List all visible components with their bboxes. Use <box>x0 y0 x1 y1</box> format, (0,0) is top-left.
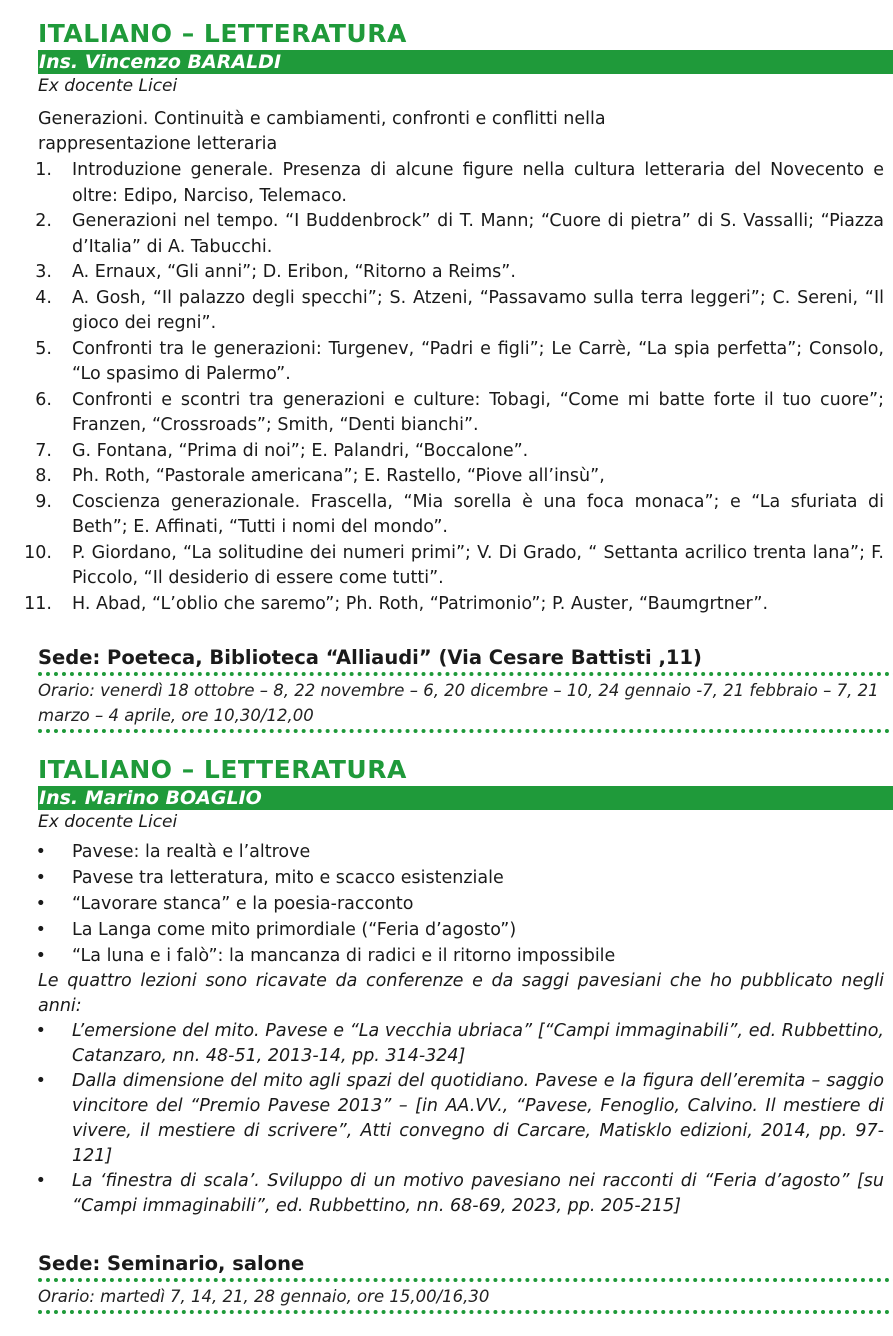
item-text: Confronti tra le generazioni: Turgenev, “Padri e figli”; Le Carrè, “La spia perfetta”; Consolo, “Lo spasimo di Palermo”. <box>72 338 884 384</box>
item-number: 6. <box>35 389 52 410</box>
bullet: • <box>35 842 46 862</box>
venue-label: Sede: Seminario, salone <box>38 1252 305 1275</box>
list-item <box>0 839 884 865</box>
course-section-1 <box>24 19 884 617</box>
list-item <box>0 1019 884 1069</box>
item-text: P. Giordano, “La solitudine dei numeri primi”; V. Di Grado, “ Settanta acrilico trenta lana”; F. Piccolo, “Il desiderio di essere come tutti”. <box>72 542 884 588</box>
list-item <box>0 209 884 260</box>
item-text: A. Ernaux, “Gli anni”; D. Eribon, “Ritorno a Reims”. <box>72 262 516 282</box>
item-number: 9. <box>35 491 52 512</box>
bullet: • <box>35 1021 46 1041</box>
item-number: 2. <box>35 211 52 231</box>
bullet: • <box>35 868 46 888</box>
item-text: Pavese: la realtà e l’altrove <box>72 842 311 862</box>
item-text: La ‘finestra di scala’. Sviluppo di un motivo pavesiano nei racconti di “Feria d’agosto” [su “Campi immaginabili”, ed. Rubbettino, nn. 68-69, 2023, pp. 205-215] <box>72 1171 884 1216</box>
list-item <box>0 891 884 917</box>
item-text: La Langa come mito primordiale (“Feria d’agosto”) <box>72 920 517 940</box>
course-intro: Generazioni. Continuità e cambiamenti, confronti e conflitti nella rappresentazione letteraria <box>38 109 606 154</box>
list-item <box>0 260 884 286</box>
bullet: • <box>35 920 46 940</box>
topic-list <box>0 839 884 969</box>
lessons-note: Le quattro lezioni sono ricavate da conferenze e da saggi pavesiani che ho pubblicato negli anni: <box>38 971 884 1016</box>
dotted-divider <box>38 1310 893 1314</box>
item-text: “La luna e i falò”: la mancanza di radici e il ritorno impossibile <box>72 946 616 966</box>
dotted-divider <box>38 729 893 733</box>
schedule-text: Orario: martedì 7, 14, 21, 28 gennaio, ore 15,00/16,30 <box>38 1287 490 1306</box>
list-item <box>0 464 884 490</box>
teacher-name: Ins. Vincenzo BARALDI <box>39 51 282 73</box>
list-item <box>0 337 884 388</box>
item-text: L’emersione del mito. Pavese e “La vecchia ubriaca” [“Campi immaginabili”, ed. Rubbettino, Catanzaro, nn. 48-51, 2013-14, pp. 314-324] <box>72 1021 884 1066</box>
list-item <box>0 490 884 541</box>
list-item <box>0 541 884 592</box>
item-text: G. Fontana, “Prima di noi”; E. Palandri, “Boccalone”. <box>72 440 529 461</box>
references-list <box>0 1019 884 1219</box>
list-item <box>0 158 884 209</box>
teacher-name: Ins. Marino BOAGLIO <box>39 787 262 809</box>
teacher-bar <box>38 786 893 810</box>
item-text: Introduzione generale. Presenza di alcune figure nella cultura letteraria del Novecento e oltre: Edipo, Narciso, Telemaco. <box>72 160 884 206</box>
list-item <box>0 1169 884 1219</box>
venue-block-2 <box>38 1251 884 1314</box>
program-list <box>0 158 884 617</box>
item-text: Dalla dimensione del mito agli spazi del quotidiano. Pavese e la figura dell’eremita – saggio vincitore del “Premio Pavese 2013” – [in AA.VV., “Pavese, Fenoglio, Calvino. Il mestiere di vivere, il mestiere di scrivere”, Atti convegno di Carcare, Matisklo edizioni, 2014, pp. 97-121] <box>72 1071 884 1166</box>
item-text: A. Gosh, “Il palazzo degli specchi”; S. Atzeni, “Passavamo sulla terra leggeri”; C. Sereni, “Il gioco dei regni”. <box>72 287 884 333</box>
bullet: • <box>35 1171 46 1191</box>
course-section-2 <box>35 755 884 1219</box>
list-item <box>0 592 884 618</box>
item-number: 1. <box>35 160 52 180</box>
list-item <box>0 1069 884 1169</box>
item-number: 4. <box>35 287 52 308</box>
item-number: 8. <box>35 466 52 486</box>
item-text: “Lavorare stanca” e la poesia-racconto <box>72 894 414 914</box>
schedule-text: Orario: venerdì 18 ottobre – 8, 22 novembre – 6, 20 dicembre – 10, 24 gennaio -7, 21 febbraio – 7, 21 marzo – 4 aprile, ore 10,30/12,00 <box>38 681 879 725</box>
section-title: ITALIANO – LETTERATURA <box>38 19 407 48</box>
bullet: • <box>35 1071 46 1091</box>
dotted-divider <box>38 672 893 676</box>
teacher-role: Ex docente Licei <box>38 76 178 96</box>
teacher-role: Ex docente Licei <box>38 812 178 832</box>
list-item <box>0 943 884 969</box>
venue-block-1 <box>38 645 884 733</box>
item-text: Generazioni nel tempo. “I Buddenbrock” di T. Mann; “Cuore di pietra” di S. Vassalli; “Piazza d’Italia” di A. Tabucchi. <box>72 211 884 257</box>
list-item <box>0 286 884 337</box>
dotted-divider <box>38 1278 893 1282</box>
item-text: Ph. Roth, “Pastorale americana”; E. Rastello, “Piove all’insù”, <box>72 466 605 486</box>
list-item <box>0 388 884 439</box>
teacher-bar <box>38 50 893 74</box>
venue-label: Sede: Poeteca, Biblioteca “Alliaudi” (Via Cesare Battisti ,11) <box>38 646 702 669</box>
item-text: Coscienza generazionale. Frascella, “Mia sorella è una foca monaca”; e “La sfuriata di Beth”; E. Affinati, “Tutti i nomi del mondo”. <box>72 491 884 537</box>
item-number: 11. <box>24 593 52 614</box>
item-number: 10. <box>24 542 52 563</box>
bullet: • <box>35 946 46 966</box>
item-number: 3. <box>35 262 52 282</box>
list-item <box>0 439 884 465</box>
item-number: 7. <box>35 440 52 461</box>
item-number: 5. <box>35 338 52 359</box>
item-text: Pavese tra letteratura, mito e scacco esistenziale <box>72 868 504 888</box>
list-item <box>0 917 884 943</box>
list-item <box>0 865 884 891</box>
item-text: H. Abad, “L’oblio che saremo”; Ph. Roth, “Patrimonio”; P. Auster, “Baumgrtner”. <box>72 593 769 614</box>
bullet: • <box>35 894 46 914</box>
item-text: Confronti e scontri tra generazioni e culture: Tobagi, “Come mi batte forte il tuo cuore”; Franzen, “Crossroads”; Smith, “Denti bianchi”. <box>72 389 884 435</box>
section-title: ITALIANO – LETTERATURA <box>38 755 407 784</box>
